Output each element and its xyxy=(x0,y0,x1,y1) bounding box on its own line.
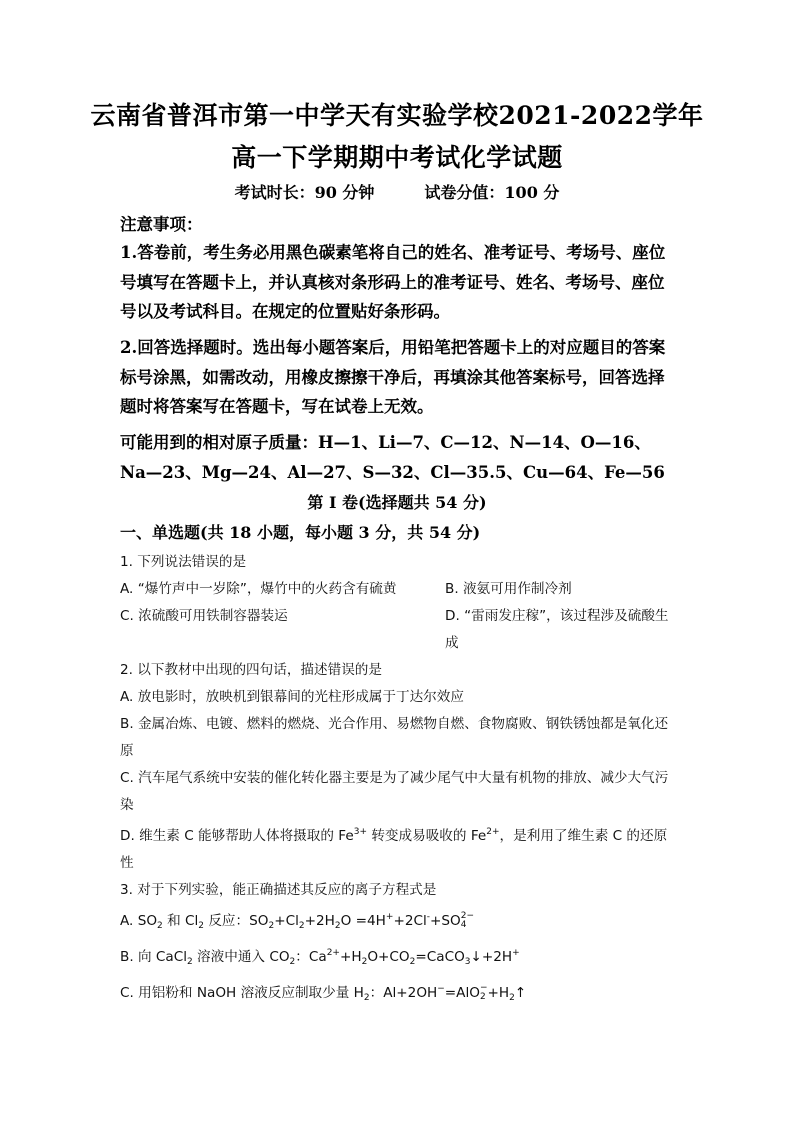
subscript: 3 xyxy=(464,957,471,967)
option-a xyxy=(120,904,676,940)
formula-text: ：Al+2OH xyxy=(369,985,438,1001)
formula-text: A. SO xyxy=(120,913,158,929)
aluminate-charge xyxy=(480,984,488,1002)
notes-heading: 注意事项： xyxy=(120,215,203,234)
formula-text: +2Cl xyxy=(393,913,427,929)
question-2 xyxy=(120,657,676,877)
formula-text: 和 Cl xyxy=(162,913,199,929)
subscript: 2 xyxy=(363,993,370,1003)
subscript: 2 xyxy=(509,993,515,1003)
formula-text: O+CO xyxy=(367,949,410,965)
exam-title-line1: 云南省普洱市第一中学天有实验学校2021-2022学年 xyxy=(90,101,704,130)
option-d xyxy=(120,819,676,877)
subscript: 2 xyxy=(298,921,305,931)
question-stem: 3. 对于下列实验，能正确描述其反应的离子方程式是 xyxy=(120,882,437,898)
subscript: 2 xyxy=(479,992,486,1002)
subscript: 2 xyxy=(157,921,163,931)
formula-text: +H xyxy=(339,949,362,965)
superscript: 2− xyxy=(460,911,474,921)
superscript: - xyxy=(426,912,430,922)
superscript: + xyxy=(385,912,394,922)
formula-text: +H xyxy=(487,985,510,1001)
formula-text: B. 向 CaCl xyxy=(120,949,187,965)
question-3 xyxy=(120,877,676,1012)
option-b: B. 金属冶炼、电镀、燃料的燃烧、光合作用、易燃物自燃、食物腐败、钢铁锈蚀都是氧化还原 xyxy=(120,716,669,759)
formula-text: +Cl xyxy=(274,913,299,929)
superscript: + xyxy=(512,948,520,958)
part-heading: 一、单选题(共 18 小题，每小题 3 分，共 54 分) xyxy=(120,523,481,542)
volume-heading: 第 I 卷(选择题共 54 分) xyxy=(307,493,487,512)
option-c xyxy=(120,976,676,1012)
charge-superscript: 3+ xyxy=(353,827,368,837)
option-a: A. “爆竹声中一岁除”，爆竹中的火药含有硫黄 xyxy=(120,581,397,597)
formula-text: ↑ xyxy=(514,985,527,1001)
option-c: C. 汽车尾气系统中安装的催化转化器主要是为了减少尾气中大量有机物的排放、减少大气污染 xyxy=(120,770,669,813)
formula-text: ↓+2H xyxy=(470,949,513,965)
exam-title-line2: 高一下学期期中考试化学试题 xyxy=(231,143,563,172)
option-c: C. 浓硫酸可用铁制容器装运 xyxy=(120,608,288,624)
charge-superscript: 2+ xyxy=(486,827,500,837)
subscript: 2 xyxy=(198,921,205,931)
option-row xyxy=(120,576,676,603)
option-b: B. 液氨可用作制冷剂 xyxy=(445,581,572,597)
question-1 xyxy=(120,549,676,657)
subscript: 2 xyxy=(289,957,296,967)
superscript: − xyxy=(479,983,488,993)
option-d-text: 转变成易吸收的 Fe xyxy=(367,828,487,844)
subscript: 2 xyxy=(361,957,368,967)
option-d-text: D. 维生素 C 能够帮助人体将摄取的 Fe xyxy=(120,828,354,844)
formula-text: 反应：SO xyxy=(204,913,269,929)
formula-text: 溶液中通入 CO xyxy=(192,949,290,965)
note-item-1: 1.答卷前，考生务必用黑色碳素笔将自己的姓名、准考证号、考场号、座位号填写在答题卡上，并认真核对条形码上的准考证号、姓名、考场号、座位号以及考试科目。在规定的位置贴好条形码。 xyxy=(120,243,666,321)
exam-time: 考试时长：90 分钟 xyxy=(234,183,375,202)
formula-text: ：Ca xyxy=(295,949,327,965)
subscript: 2 xyxy=(334,921,341,931)
note-item-2: 2.回答选择题时。选出每小题答案后，用铅笔把答题卡上的对应题目的答案标号涂黑，如需改动，用橡皮擦擦干净后，再填涂其他答案标号，回答选择题时将答案写在答题卡，写在试卷上无效。 xyxy=(120,338,666,416)
option-d: D. “雷雨发庄稼”，该过程涉及硫酸生成 xyxy=(445,608,669,651)
formula-text: +SO xyxy=(430,913,461,929)
exam-meta xyxy=(0,180,794,203)
option-a: A. 放电影时，放映机到银幕间的光柱形成属于丁达尔效应 xyxy=(120,689,464,705)
formula-text: O =4H xyxy=(340,913,386,929)
formula-text: C. 用铝粉和 NaOH 溶液反应制取少量 H xyxy=(120,985,364,1001)
subscript: 2 xyxy=(409,957,416,967)
option-row xyxy=(120,603,676,657)
formula-text: =AlO xyxy=(444,985,480,1001)
exam-score: 试卷分值：100 分 xyxy=(424,183,560,202)
subscript: 2 xyxy=(186,957,193,967)
subscript: 4 xyxy=(460,920,467,930)
superscript: − xyxy=(437,984,445,994)
subscript: 2 xyxy=(268,921,275,931)
question-stem: 2. 以下教材中出现的四句话，描述错误的是 xyxy=(120,662,382,678)
option-b xyxy=(120,940,676,976)
question-stem: 1. 下列说法错误的是 xyxy=(120,554,247,570)
superscript: 2+ xyxy=(326,948,340,958)
atomic-masses: 可能用到的相对原子质量：H—1、Li—7、C—12、N—14、O—16、Na—23、Mg—24、Al—27、S—32、Cl—35.5、Cu—64、Fe—56 xyxy=(120,433,665,482)
option-d-text: ，是利用了维生素 C 的还原性 xyxy=(120,828,668,871)
formula-text: +2H xyxy=(304,913,335,929)
sulfate-charge xyxy=(461,912,474,930)
formula-text: =CaCO xyxy=(415,949,465,965)
